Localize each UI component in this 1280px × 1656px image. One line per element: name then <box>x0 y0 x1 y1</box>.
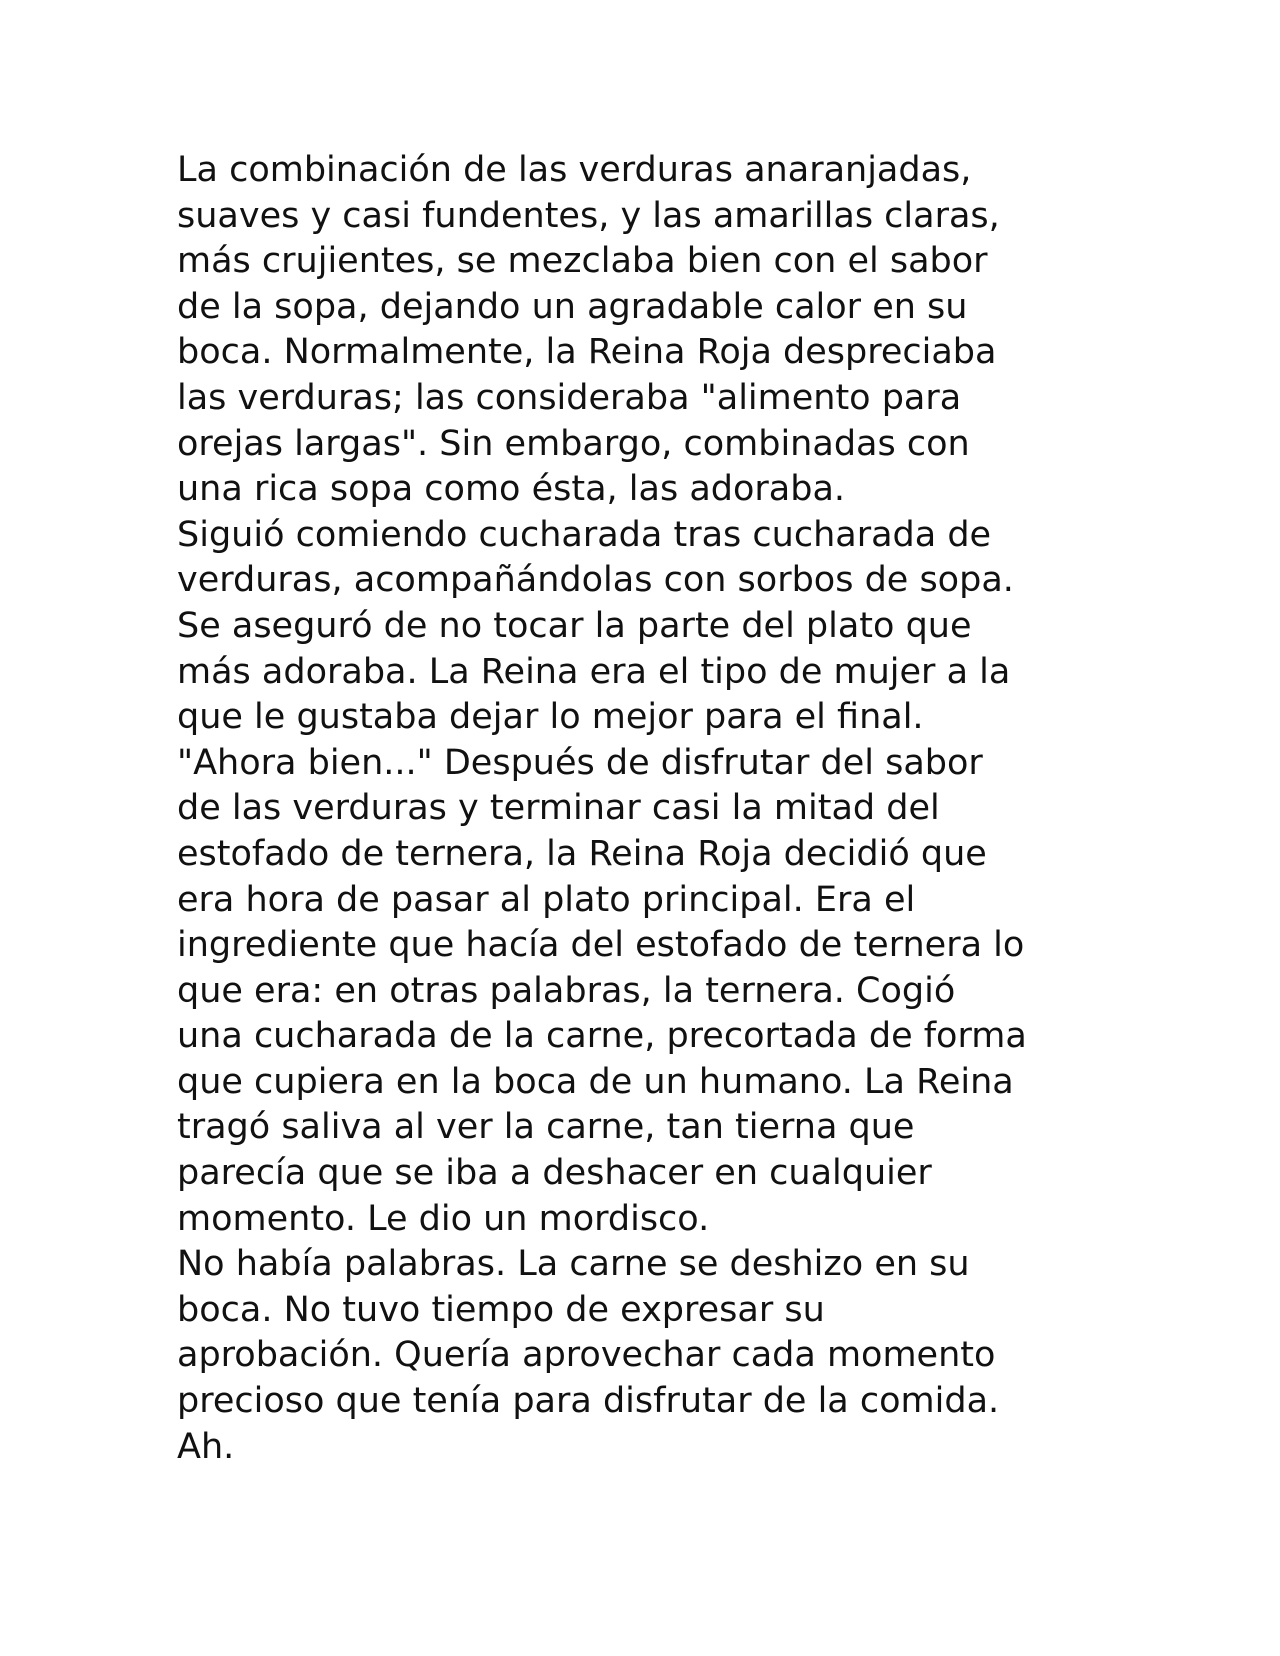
text-line: precioso que tenía para disfrutar de la comida. <box>177 1381 1000 1422</box>
text-line: ingrediente que hacía del estofado de ternera lo <box>177 925 1025 966</box>
text-line: Ah. <box>177 1426 235 1467</box>
text-line: Se aseguró de no tocar la parte del plato que <box>177 605 972 646</box>
text-line: boca. No tuvo tiempo de expresar su <box>177 1289 825 1330</box>
text-line: estofado de ternera, la Reina Roja decidió que <box>177 833 987 874</box>
text-line: que cupiera en la boca de un humano. La Reina <box>177 1061 1014 1102</box>
text-line: de la sopa, dejando un agradable calor en su <box>177 286 968 327</box>
text-line: que le gustaba dejar lo mejor para el final. <box>177 697 924 738</box>
text-line: era hora de pasar al plato principal. Era el <box>177 879 916 920</box>
text-line: momento. Le dio un mordisco. <box>177 1198 710 1239</box>
text-line: aprobación. Quería aprovechar cada momento <box>177 1335 996 1376</box>
text-line: Siguió comiendo cucharada tras cucharada de <box>177 514 992 555</box>
text-line: una rica sopa como ésta, las adoraba. <box>177 469 846 510</box>
text-line: boca. Normalmente, la Reina Roja despreciaba <box>177 332 997 373</box>
text-line: parecía que se iba a deshacer en cualquier <box>177 1153 932 1194</box>
text-line: más adoraba. La Reina era el tipo de mujer a la <box>177 651 1011 692</box>
text-line: verduras, acompañándolas con sorbos de sopa. <box>177 560 1014 601</box>
text-line: las verduras; las consideraba "alimento para <box>177 377 962 418</box>
text-line: No había palabras. La carne se deshizo en su <box>177 1244 970 1285</box>
text-line: que era: en otras palabras, la ternera. Cogió <box>177 970 956 1011</box>
text-line: una cucharada de la carne, precortada de forma <box>177 1016 1027 1057</box>
body-text <box>177 148 1187 1470</box>
text-line: orejas largas". Sin embargo, combinadas con <box>177 423 970 464</box>
text-line: La combinación de las verduras anaranjadas, <box>177 150 972 190</box>
text-line: de las verduras y terminar casi la mitad del <box>177 788 940 829</box>
text-line: más crujientes, se mezclaba bien con el sabor <box>177 241 988 282</box>
text-line: tragó saliva al ver la carne, tan tierna que <box>177 1107 915 1148</box>
text-line: "Ahora bien..." Después de disfrutar del sabor <box>177 742 983 783</box>
text-line: suaves y casi fundentes, y las amarillas claras, <box>177 195 1000 236</box>
